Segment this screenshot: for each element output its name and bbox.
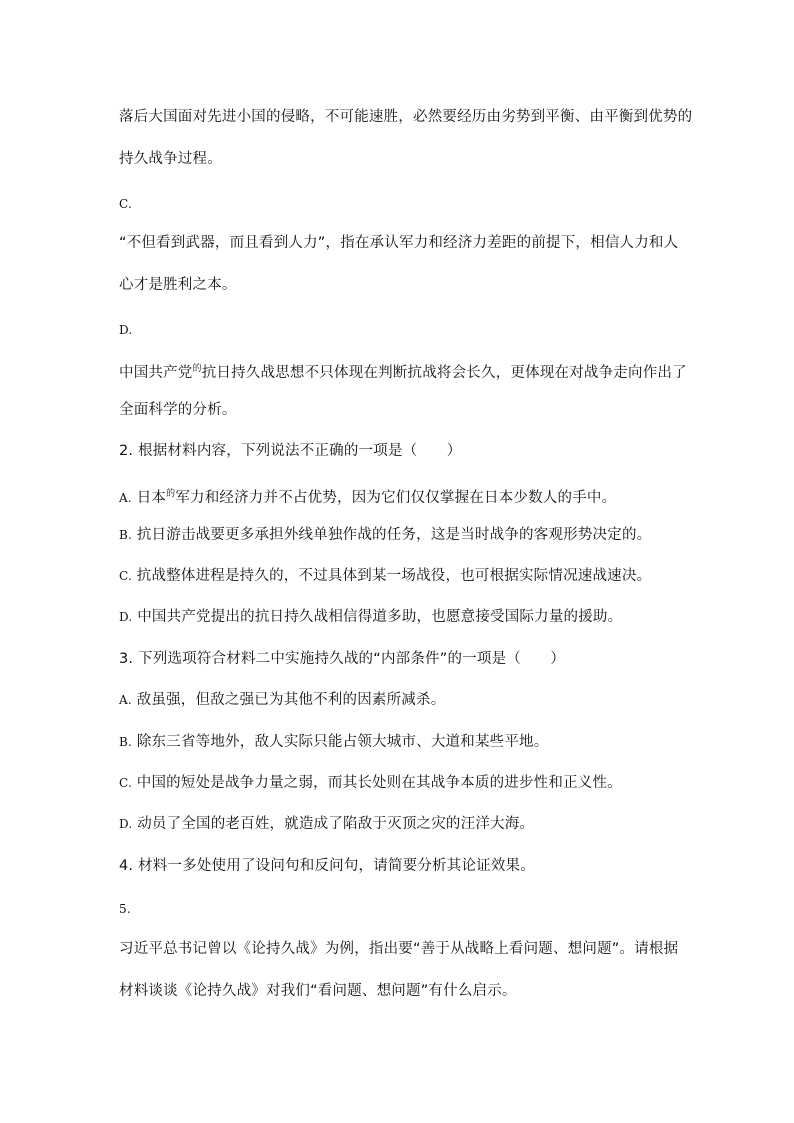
- option-c-line-2: 心才是胜利之本。: [119, 277, 237, 293]
- question-3-option-c: [119, 774, 622, 792]
- option-d-line-2: 全面科学的分析。: [119, 402, 237, 418]
- question-2-option-a-prefix: 日本: [136, 490, 167, 506]
- question-2-option-b: [119, 526, 651, 544]
- question-3-option-a-text: 敌虽强，但敌之强已为其他不利的因素所减杀。: [136, 692, 446, 708]
- question-2-option-a-rest: 军力和经济力并不占优势，因为它们仅仅掌握在日本少数人的手中。: [175, 490, 617, 506]
- option-d-label: D.: [119, 323, 133, 337]
- question-3-option-c-label: C.: [119, 776, 132, 790]
- question-3-option-b-text: 除东三省等地外，敌人实际只能占领大城市、大道和某些平地。: [136, 734, 549, 750]
- question-2-option-a: [119, 485, 616, 507]
- question-5-line-1: 习近平总书记曾以《论持久战》为例，指出要“善于从战略上看问题、想问题”。请根据: [119, 941, 679, 957]
- question-3-option-a: [119, 691, 445, 709]
- question-3-option-d-label: D.: [119, 817, 133, 831]
- option-d-line-1: [119, 360, 687, 382]
- question-2-option-b-label: B.: [119, 528, 133, 542]
- question-3-option-a-label: A.: [119, 693, 132, 707]
- question-2-option-b-text: 抗日游击战要更多承担外线单独作战的任务，这是当时战争的客观形势决定的。: [136, 527, 652, 543]
- question-3-option-d: [119, 815, 534, 833]
- question-3-stem: 3. 下列选项符合材料二中实施持久战的“内部条件”的一项是（ ）: [119, 651, 566, 667]
- question-3-option-b: [119, 733, 548, 751]
- question-2-stem: 2. 根据材料内容，下列说法不正确的一项是（ ）: [119, 443, 462, 459]
- question-3-option-d-text: 动员了全国的老百姓，就造成了陷敌于灭顶之灾的汪洋大海。: [137, 816, 535, 832]
- question-5-number: 5.: [119, 902, 131, 916]
- option-c-line-1: “不但看到武器，而且看到人力”，指在承认军力和经济力差距的前提下，相信人力和人: [119, 235, 679, 251]
- question-2-option-d: [119, 608, 622, 626]
- option-d-superscript: 的: [192, 364, 202, 374]
- option-d-prefix: 中国共产党: [119, 365, 193, 381]
- question-5-line-2: 材料谈谈《论持久战》对我们“看问题、想问题”有什么启示。: [119, 983, 517, 999]
- question-4-stem: 4. 材料一多处使用了设问句和反问句，请简要分析其论证效果。: [119, 858, 535, 874]
- question-2-option-c-text: 抗战整体进程是持久的，不过具体到某一场战役，也可根据实际情况速战速决。: [136, 568, 652, 584]
- question-2-option-c: [119, 567, 651, 585]
- question-2-option-d-text: 中国共产党提出的抗日持久战相信得道多助，也愿意接受国际力量的援助。: [137, 609, 623, 625]
- question-3-option-c-text: 中国的短处是战争力量之弱，而其长处则在其战争本质的进步性和正义性。: [136, 775, 622, 791]
- option-b-continued-line-2: 持久战争过程。: [119, 151, 222, 167]
- question-2-option-a-label: A.: [119, 491, 132, 505]
- option-b-continued-line-1: 落后大国面对先进小国的侵略，不可能速胜，必然要经历由劣势到平衡、由平衡到优势的: [119, 109, 693, 125]
- option-c-label: C.: [119, 197, 132, 211]
- question-2-option-d-label: D.: [119, 610, 133, 624]
- question-3-option-b-label: B.: [119, 735, 133, 749]
- question-2-option-a-superscript: 的: [166, 489, 176, 499]
- option-d-rest: 抗日持久战思想不只体现在判断抗战将会长久，更体现在对战争走向作出了: [201, 365, 687, 381]
- question-2-option-c-label: C.: [119, 569, 132, 583]
